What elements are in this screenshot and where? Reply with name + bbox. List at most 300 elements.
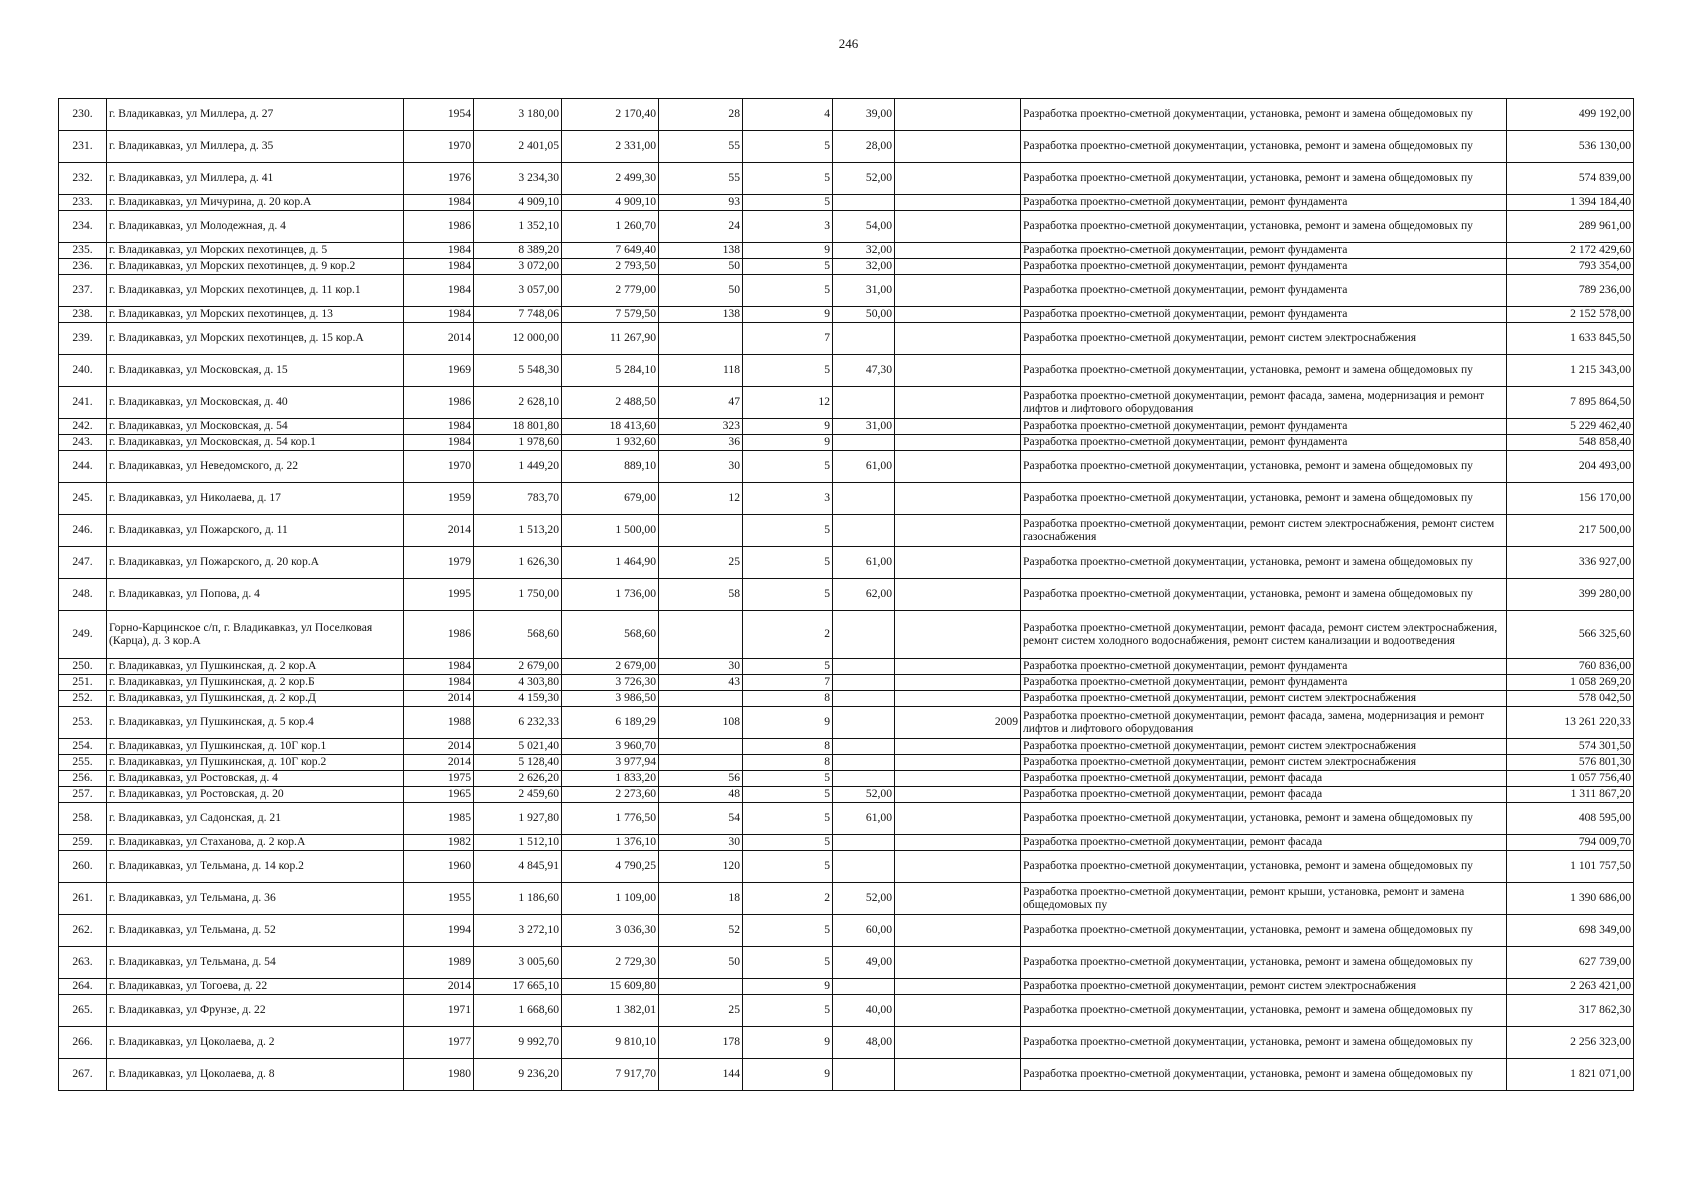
cell-row-number: 262. xyxy=(59,915,107,947)
cell-residents: 50 xyxy=(659,259,743,275)
cell-year: 1986 xyxy=(404,387,474,419)
cell-area-living: 3 977,94 xyxy=(562,755,659,771)
cell-floors: 9 xyxy=(743,979,833,995)
cell-area-living: 3 036,30 xyxy=(562,915,659,947)
cell-work-description: Разработка проектно-сметной документации, ремонт фундамента xyxy=(1021,307,1507,323)
cell-address: г. Владикавказ, ул Пушкинская, д. 10Г кор.1 xyxy=(107,739,404,755)
cell-address: г. Владикавказ, ул Фрунзе, д. 22 xyxy=(107,995,404,1027)
cell-wear xyxy=(833,387,895,419)
cell-work-description: Разработка проектно-сметной документации, ремонт фундамента xyxy=(1021,419,1507,435)
cell-extra-year xyxy=(895,947,1021,979)
cell-residents xyxy=(659,515,743,547)
cell-area-living: 4 909,10 xyxy=(562,195,659,211)
cell-wear: 50,00 xyxy=(833,307,895,323)
cell-wear xyxy=(833,435,895,451)
register-rows xyxy=(59,99,1634,1091)
cell-area-total: 18 801,80 xyxy=(474,419,562,435)
cell-residents: 50 xyxy=(659,275,743,307)
cell-area-total: 4 909,10 xyxy=(474,195,562,211)
cell-area-living: 2 331,00 xyxy=(562,131,659,163)
cell-residents: 56 xyxy=(659,771,743,787)
cell-cost: 794 009,70 xyxy=(1507,835,1634,851)
cell-cost: 336 927,00 xyxy=(1507,547,1634,579)
cell-wear xyxy=(833,835,895,851)
cell-floors: 9 xyxy=(743,307,833,323)
cell-year: 1971 xyxy=(404,995,474,1027)
cell-extra-year xyxy=(895,275,1021,307)
cell-address: г. Владикавказ, ул Стаханова, д. 2 кор.А xyxy=(107,835,404,851)
cell-year: 1984 xyxy=(404,275,474,307)
cell-wear xyxy=(833,483,895,515)
table-row xyxy=(59,547,1634,579)
cell-extra-year xyxy=(895,387,1021,419)
cell-area-living: 1 736,00 xyxy=(562,579,659,611)
cell-year: 1986 xyxy=(404,611,474,659)
cell-floors: 5 xyxy=(743,835,833,851)
cell-work-description: Разработка проектно-сметной документации, установка, ремонт и замена общедомовых пу xyxy=(1021,355,1507,387)
cell-extra-year xyxy=(895,1027,1021,1059)
cell-row-number: 248. xyxy=(59,579,107,611)
cell-extra-year xyxy=(895,675,1021,691)
table-row xyxy=(59,131,1634,163)
cell-area-total: 1 750,00 xyxy=(474,579,562,611)
cell-area-living: 2 499,30 xyxy=(562,163,659,195)
table-row xyxy=(59,243,1634,259)
cell-address: г. Владикавказ, ул Молодежная, д. 4 xyxy=(107,211,404,243)
cell-wear: 62,00 xyxy=(833,579,895,611)
cell-address: г. Владикавказ, ул Неведомского, д. 22 xyxy=(107,451,404,483)
cell-extra-year xyxy=(895,835,1021,851)
cell-year: 1954 xyxy=(404,99,474,131)
cell-residents xyxy=(659,979,743,995)
cell-cost: 793 354,00 xyxy=(1507,259,1634,275)
cell-extra-year xyxy=(895,99,1021,131)
cell-cost: 2 172 429,60 xyxy=(1507,243,1634,259)
cell-area-total: 1 978,60 xyxy=(474,435,562,451)
cell-wear xyxy=(833,323,895,355)
cell-cost: 13 261 220,33 xyxy=(1507,707,1634,739)
cell-address: г. Владикавказ, ул Пушкинская, д. 2 кор.Д xyxy=(107,691,404,707)
table-row xyxy=(59,659,1634,675)
cell-wear xyxy=(833,707,895,739)
cell-year: 1970 xyxy=(404,131,474,163)
cell-cost: 499 192,00 xyxy=(1507,99,1634,131)
cell-address: г. Владикавказ, ул Николаева, д. 17 xyxy=(107,483,404,515)
cell-area-living: 9 810,10 xyxy=(562,1027,659,1059)
cell-floors: 12 xyxy=(743,387,833,419)
cell-residents: 118 xyxy=(659,355,743,387)
cell-address: г. Владикавказ, ул Садонская, д. 21 xyxy=(107,803,404,835)
table-row xyxy=(59,611,1634,659)
cell-residents: 93 xyxy=(659,195,743,211)
cell-address: г. Владикавказ, ул Морских пехотинцев, д. 9 кор.2 xyxy=(107,259,404,275)
cell-extra-year: 2009 xyxy=(895,707,1021,739)
cell-address: г. Владикавказ, ул Тельмана, д. 54 xyxy=(107,947,404,979)
cell-cost: 574 301,50 xyxy=(1507,739,1634,755)
cell-year: 1977 xyxy=(404,1027,474,1059)
cell-work-description: Разработка проектно-сметной документации, ремонт систем электроснабжения xyxy=(1021,755,1507,771)
table-row xyxy=(59,451,1634,483)
cell-extra-year xyxy=(895,979,1021,995)
cell-floors: 8 xyxy=(743,691,833,707)
cell-row-number: 231. xyxy=(59,131,107,163)
cell-cost: 408 595,00 xyxy=(1507,803,1634,835)
cell-row-number: 256. xyxy=(59,771,107,787)
cell-year: 1984 xyxy=(404,243,474,259)
cell-residents: 30 xyxy=(659,659,743,675)
cell-year: 1984 xyxy=(404,659,474,675)
cell-wear: 47,30 xyxy=(833,355,895,387)
cell-area-total: 4 845,91 xyxy=(474,851,562,883)
cell-residents: 55 xyxy=(659,163,743,195)
cell-work-description: Разработка проектно-сметной документации, ремонт фундамента xyxy=(1021,243,1507,259)
cell-area-total: 5 021,40 xyxy=(474,739,562,755)
cell-floors: 3 xyxy=(743,483,833,515)
cell-row-number: 237. xyxy=(59,275,107,307)
cell-row-number: 254. xyxy=(59,739,107,755)
cell-work-description: Разработка проектно-сметной документации, ремонт фундамента xyxy=(1021,675,1507,691)
cell-cost: 1 633 845,50 xyxy=(1507,323,1634,355)
cell-address: г. Владикавказ, ул Миллера, д. 27 xyxy=(107,99,404,131)
cell-extra-year xyxy=(895,787,1021,803)
table-row xyxy=(59,755,1634,771)
table-row xyxy=(59,883,1634,915)
cell-wear: 61,00 xyxy=(833,803,895,835)
cell-area-total: 3 234,30 xyxy=(474,163,562,195)
cell-work-description: Разработка проектно-сметной документации, установка, ремонт и замена общедомовых пу xyxy=(1021,163,1507,195)
cell-residents: 120 xyxy=(659,851,743,883)
cell-row-number: 263. xyxy=(59,947,107,979)
cell-floors: 5 xyxy=(743,579,833,611)
cell-address: г. Владикавказ, ул Пушкинская, д. 2 кор.А xyxy=(107,659,404,675)
cell-extra-year xyxy=(895,451,1021,483)
cell-area-total: 1 352,10 xyxy=(474,211,562,243)
cell-row-number: 243. xyxy=(59,435,107,451)
cell-area-living: 2 779,00 xyxy=(562,275,659,307)
cell-floors: 5 xyxy=(743,195,833,211)
cell-floors: 7 xyxy=(743,323,833,355)
cell-area-total: 12 000,00 xyxy=(474,323,562,355)
cell-area-living: 1 776,50 xyxy=(562,803,659,835)
cell-row-number: 261. xyxy=(59,883,107,915)
cell-work-description: Разработка проектно-сметной документации, установка, ремонт и замена общедомовых пу xyxy=(1021,915,1507,947)
cell-residents: 30 xyxy=(659,451,743,483)
cell-extra-year xyxy=(895,611,1021,659)
cell-residents xyxy=(659,691,743,707)
cell-extra-year xyxy=(895,883,1021,915)
table-row xyxy=(59,323,1634,355)
cell-extra-year xyxy=(895,739,1021,755)
cell-area-living: 568,60 xyxy=(562,611,659,659)
cell-year: 1955 xyxy=(404,883,474,915)
table-row xyxy=(59,195,1634,211)
cell-extra-year xyxy=(895,419,1021,435)
table-row xyxy=(59,947,1634,979)
table-row xyxy=(59,915,1634,947)
cell-year: 1984 xyxy=(404,675,474,691)
cell-floors: 5 xyxy=(743,355,833,387)
cell-residents: 58 xyxy=(659,579,743,611)
cell-cost: 2 152 578,00 xyxy=(1507,307,1634,323)
cell-extra-year xyxy=(895,579,1021,611)
cell-extra-year xyxy=(895,547,1021,579)
cell-cost: 2 263 421,00 xyxy=(1507,979,1634,995)
cell-area-total: 5 548,30 xyxy=(474,355,562,387)
cell-area-living: 1 500,00 xyxy=(562,515,659,547)
cell-address: г. Владикавказ, ул Ростовская, д. 4 xyxy=(107,771,404,787)
cell-wear: 52,00 xyxy=(833,787,895,803)
cell-residents: 108 xyxy=(659,707,743,739)
cell-row-number: 240. xyxy=(59,355,107,387)
cell-area-total: 3 005,60 xyxy=(474,947,562,979)
cell-extra-year xyxy=(895,163,1021,195)
cell-cost: 399 280,00 xyxy=(1507,579,1634,611)
cell-cost: 289 961,00 xyxy=(1507,211,1634,243)
cell-area-living: 2 273,60 xyxy=(562,787,659,803)
cell-floors: 5 xyxy=(743,659,833,675)
cell-cost: 548 858,40 xyxy=(1507,435,1634,451)
cell-floors: 8 xyxy=(743,739,833,755)
cell-area-living: 11 267,90 xyxy=(562,323,659,355)
cell-cost: 2 256 323,00 xyxy=(1507,1027,1634,1059)
cell-row-number: 257. xyxy=(59,787,107,803)
cell-area-living: 2 793,50 xyxy=(562,259,659,275)
cell-area-total: 9 992,70 xyxy=(474,1027,562,1059)
cell-floors: 8 xyxy=(743,755,833,771)
cell-wear: 60,00 xyxy=(833,915,895,947)
cell-year: 1984 xyxy=(404,259,474,275)
cell-address: Горно-Карцинское с/п, г. Владикавказ, ул Поселковая (Карца), д. 3 кор.А xyxy=(107,611,404,659)
cell-row-number: 239. xyxy=(59,323,107,355)
cell-row-number: 249. xyxy=(59,611,107,659)
cell-work-description: Разработка проектно-сметной документации, ремонт систем электроснабжения xyxy=(1021,979,1507,995)
cell-address: г. Владикавказ, ул Тельмана, д. 36 xyxy=(107,883,404,915)
cell-year: 1986 xyxy=(404,211,474,243)
cell-area-total: 1 626,30 xyxy=(474,547,562,579)
cell-residents: 25 xyxy=(659,547,743,579)
cell-area-total: 1 186,60 xyxy=(474,883,562,915)
cell-row-number: 234. xyxy=(59,211,107,243)
cell-address: г. Владикавказ, ул Московская, д. 54 xyxy=(107,419,404,435)
cell-residents: 48 xyxy=(659,787,743,803)
table-row xyxy=(59,675,1634,691)
cell-area-total: 3 057,00 xyxy=(474,275,562,307)
cell-cost: 1 057 756,40 xyxy=(1507,771,1634,787)
cell-wear xyxy=(833,195,895,211)
cell-wear xyxy=(833,851,895,883)
cell-area-living: 1 109,00 xyxy=(562,883,659,915)
cell-floors: 9 xyxy=(743,243,833,259)
cell-wear xyxy=(833,611,895,659)
cell-year: 1980 xyxy=(404,1059,474,1091)
cell-area-total: 568,60 xyxy=(474,611,562,659)
cell-extra-year xyxy=(895,323,1021,355)
cell-area-total: 17 665,10 xyxy=(474,979,562,995)
cell-area-living: 3 986,50 xyxy=(562,691,659,707)
cell-address: г. Владикавказ, ул Пушкинская, д. 2 кор.Б xyxy=(107,675,404,691)
cell-year: 1984 xyxy=(404,419,474,435)
cell-year: 1982 xyxy=(404,835,474,851)
cell-extra-year xyxy=(895,243,1021,259)
cell-address: г. Владикавказ, ул Морских пехотинцев, д. 13 xyxy=(107,307,404,323)
cell-extra-year xyxy=(895,659,1021,675)
cell-cost: 1 101 757,50 xyxy=(1507,851,1634,883)
cell-address: г. Владикавказ, ул Пожарского, д. 11 xyxy=(107,515,404,547)
cell-work-description: Разработка проектно-сметной документации, ремонт систем электроснабжения xyxy=(1021,739,1507,755)
cell-row-number: 252. xyxy=(59,691,107,707)
cell-floors: 5 xyxy=(743,451,833,483)
cell-row-number: 232. xyxy=(59,163,107,195)
cell-year: 2014 xyxy=(404,739,474,755)
cell-floors: 5 xyxy=(743,787,833,803)
cell-area-total: 1 449,20 xyxy=(474,451,562,483)
cell-year: 1970 xyxy=(404,451,474,483)
cell-residents: 54 xyxy=(659,803,743,835)
cell-address: г. Владикавказ, ул Московская, д. 15 xyxy=(107,355,404,387)
cell-year: 1969 xyxy=(404,355,474,387)
cell-work-description: Разработка проектно-сметной документации, установка, ремонт и замена общедомовых пу xyxy=(1021,211,1507,243)
cell-extra-year xyxy=(895,355,1021,387)
cell-year: 2014 xyxy=(404,323,474,355)
cell-extra-year xyxy=(895,211,1021,243)
cell-wear xyxy=(833,739,895,755)
cell-address: г. Владикавказ, ул Мичурина, д. 20 кор.А xyxy=(107,195,404,211)
cell-work-description: Разработка проектно-сметной документации, ремонт фасада, замена, модернизация и ремонт лифтов и лифтового оборудования xyxy=(1021,387,1507,419)
cell-residents: 138 xyxy=(659,307,743,323)
cell-work-description: Разработка проектно-сметной документации, ремонт фундамента xyxy=(1021,195,1507,211)
cell-year: 2014 xyxy=(404,515,474,547)
cell-area-living: 1 382,01 xyxy=(562,995,659,1027)
cell-wear: 32,00 xyxy=(833,259,895,275)
cell-work-description: Разработка проектно-сметной документации, ремонт фасада xyxy=(1021,835,1507,851)
cell-cost: 7 895 864,50 xyxy=(1507,387,1634,419)
page-number: 246 xyxy=(838,36,859,51)
cell-work-description: Разработка проектно-сметной документации, установка, ремонт и замена общедомовых пу xyxy=(1021,547,1507,579)
cell-work-description: Разработка проектно-сметной документации, установка, ремонт и замена общедомовых пу xyxy=(1021,483,1507,515)
cell-row-number: 242. xyxy=(59,419,107,435)
cell-address: г. Владикавказ, ул Пожарского, д. 20 кор.А xyxy=(107,547,404,579)
cell-cost: 1 058 269,20 xyxy=(1507,675,1634,691)
cell-year: 1976 xyxy=(404,163,474,195)
cell-cost: 789 236,00 xyxy=(1507,275,1634,307)
table-row xyxy=(59,691,1634,707)
cell-area-total: 2 679,00 xyxy=(474,659,562,675)
table-row xyxy=(59,515,1634,547)
table-row xyxy=(59,211,1634,243)
cell-year: 1959 xyxy=(404,483,474,515)
table-row xyxy=(59,787,1634,803)
cell-area-total: 5 128,40 xyxy=(474,755,562,771)
cell-residents xyxy=(659,755,743,771)
cell-area-living: 5 284,10 xyxy=(562,355,659,387)
cell-work-description: Разработка проектно-сметной документации, установка, ремонт и замена общедомовых пу xyxy=(1021,1027,1507,1059)
cell-work-description: Разработка проектно-сметной документации, ремонт систем электроснабжения xyxy=(1021,323,1507,355)
cell-area-total: 1 512,10 xyxy=(474,835,562,851)
cell-row-number: 250. xyxy=(59,659,107,675)
cell-area-living: 7 649,40 xyxy=(562,243,659,259)
table-row xyxy=(59,259,1634,275)
cell-wear xyxy=(833,691,895,707)
cell-floors: 2 xyxy=(743,883,833,915)
cell-wear xyxy=(833,659,895,675)
cell-wear: 48,00 xyxy=(833,1027,895,1059)
cell-floors: 9 xyxy=(743,1059,833,1091)
cell-residents: 28 xyxy=(659,99,743,131)
cell-work-description: Разработка проектно-сметной документации, ремонт фасада, ремонт систем электроснабжения, ремонт систем холодного водоснабжения, ремонт систем канализации и водоотведения xyxy=(1021,611,1507,659)
cell-residents: 138 xyxy=(659,243,743,259)
cell-year: 1965 xyxy=(404,787,474,803)
cell-area-total: 3 272,10 xyxy=(474,915,562,947)
cell-residents: 52 xyxy=(659,915,743,947)
cell-area-living: 679,00 xyxy=(562,483,659,515)
cell-floors: 9 xyxy=(743,419,833,435)
table-row xyxy=(59,979,1634,995)
cell-wear xyxy=(833,979,895,995)
cell-floors: 5 xyxy=(743,915,833,947)
cell-work-description: Разработка проектно-сметной документации, установка, ремонт и замена общедомовых пу xyxy=(1021,803,1507,835)
cell-row-number: 267. xyxy=(59,1059,107,1091)
cell-wear: 28,00 xyxy=(833,131,895,163)
cell-floors: 5 xyxy=(743,547,833,579)
cell-area-living: 1 932,60 xyxy=(562,435,659,451)
cell-area-living: 1 376,10 xyxy=(562,835,659,851)
cell-floors: 5 xyxy=(743,163,833,195)
table-row xyxy=(59,99,1634,131)
cell-year: 1994 xyxy=(404,915,474,947)
cell-row-number: 264. xyxy=(59,979,107,995)
cell-area-total: 2 401,05 xyxy=(474,131,562,163)
cell-address: г. Владикавказ, ул Морских пехотинцев, д. 11 кор.1 xyxy=(107,275,404,307)
cell-row-number: 245. xyxy=(59,483,107,515)
cell-residents: 178 xyxy=(659,1027,743,1059)
cell-row-number: 246. xyxy=(59,515,107,547)
table-row xyxy=(59,163,1634,195)
cell-residents: 18 xyxy=(659,883,743,915)
cell-cost: 5 229 462,40 xyxy=(1507,419,1634,435)
cell-area-total: 1 668,60 xyxy=(474,995,562,1027)
cell-work-description: Разработка проектно-сметной документации, установка, ремонт и замена общедомовых пу xyxy=(1021,1059,1507,1091)
cell-area-total: 6 232,33 xyxy=(474,707,562,739)
cell-area-living: 6 189,29 xyxy=(562,707,659,739)
cell-area-total: 1 513,20 xyxy=(474,515,562,547)
cell-work-description: Разработка проектно-сметной документации, ремонт систем электроснабжения, ремонт систем газоснабжения xyxy=(1021,515,1507,547)
cell-area-total: 1 927,80 xyxy=(474,803,562,835)
cell-cost: 698 349,00 xyxy=(1507,915,1634,947)
table-row xyxy=(59,707,1634,739)
cell-floors: 5 xyxy=(743,803,833,835)
table-row xyxy=(59,995,1634,1027)
cell-work-description: Разработка проектно-сметной документации, установка, ремонт и замена общедомовых пу xyxy=(1021,579,1507,611)
cell-residents: 25 xyxy=(659,995,743,1027)
cell-residents xyxy=(659,739,743,755)
cell-work-description: Разработка проектно-сметной документации, установка, ремонт и замена общедомовых пу xyxy=(1021,947,1507,979)
cell-wear xyxy=(833,515,895,547)
cell-row-number: 236. xyxy=(59,259,107,275)
cell-work-description: Разработка проектно-сметной документации, ремонт фасада, замена, модернизация и ремонт лифтов и лифтового оборудования xyxy=(1021,707,1507,739)
cell-extra-year xyxy=(895,259,1021,275)
cell-wear xyxy=(833,771,895,787)
cell-area-total: 7 748,06 xyxy=(474,307,562,323)
cell-cost: 1 390 686,00 xyxy=(1507,883,1634,915)
table-row xyxy=(59,579,1634,611)
cell-wear xyxy=(833,1059,895,1091)
cell-year: 1984 xyxy=(404,195,474,211)
cell-area-total: 2 626,20 xyxy=(474,771,562,787)
cell-cost: 627 739,00 xyxy=(1507,947,1634,979)
cell-wear: 49,00 xyxy=(833,947,895,979)
cell-work-description: Разработка проектно-сметной документации, ремонт систем электроснабжения xyxy=(1021,691,1507,707)
cell-work-description: Разработка проектно-сметной документации, ремонт фундамента xyxy=(1021,659,1507,675)
